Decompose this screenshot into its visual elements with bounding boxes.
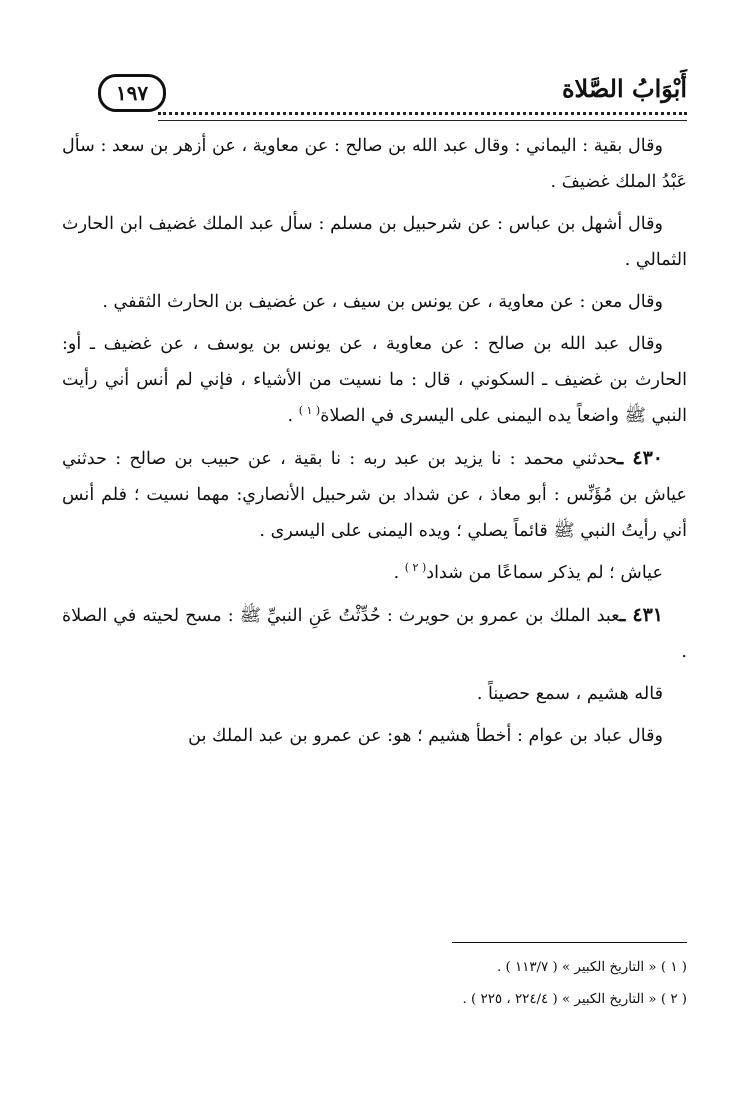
footnotes xyxy=(62,952,687,1016)
hadith-number: ٤٣٠ ـ xyxy=(617,447,664,469)
paragraph: وقال معن : عن معاوية ، عن يونس بن سيف ، عن غضيف بن الحارث الثقفي . xyxy=(102,292,663,312)
paragraph xyxy=(62,555,687,591)
paragraph xyxy=(62,326,687,434)
footnote-divider xyxy=(452,942,687,943)
paragraph: وقال بقية : اليماني : وقال عبد الله بن صالح : عن معاوية ، عن أزهر بن سعد : سأل عَبْدُ الملك غضيفَ . xyxy=(62,136,687,192)
footnote: ( ١ ) « التاريخ الكبير » ( ١١٣/٧ ) . xyxy=(496,960,687,975)
paragraph-end: . xyxy=(393,563,405,583)
paragraph-text: عياش ؛ لم يذكر سماعًا من شداد xyxy=(426,563,663,583)
paragraph-text: حدثني محمد : نا يزيد بن عبد ربه : نا بقية ، عن حبيب بن صالح : حدثني عياش بن مُؤَنِّس : أبو معاذ ، عن شداد بن شرحبيل الأنصاري: مهما نسيت ؛ فلم أنس أني رأيتُ النبي ﷺ قائماً يصلي ؛ ويده اليمنى على اليسرى . xyxy=(62,449,687,541)
page-number-badge: ١٩٧ xyxy=(98,74,166,112)
hadith-paragraph xyxy=(62,440,687,549)
footnote: ( ٢ ) « التاريخ الكبير » ( ٢٢٤/٤ ، ٢٢٥ ) . xyxy=(462,992,687,1007)
paragraph-end: . xyxy=(287,406,299,426)
running-title: أَبْوَابُ الصَّلاة xyxy=(561,74,687,103)
hadith-number: ٤٣١ ـ xyxy=(619,604,663,626)
paragraph: قاله هشيم ، سمع حصيناً . xyxy=(476,684,663,704)
header-divider xyxy=(158,112,687,121)
main-text xyxy=(62,128,687,760)
page-header xyxy=(96,72,687,122)
hadith-paragraph xyxy=(62,597,687,670)
paragraph: وقال عباد بن عوام : أخطأ هشيم ؛ هو: عن عمرو بن عبد الملك بن xyxy=(188,726,663,746)
paragraph-text: وقال عبد الله بن صالح : عن معاوية ، عن يونس بن يوسف ، عن غضيف ـ أو: الحارث بن غضيف ـ السكوني ، قال : ما نسيت من الأشياء ، فإني لم أنس أني رأيت النبي ﷺ واضعاً يده اليمنى على اليسرى في الصلاة xyxy=(62,334,687,426)
paragraph-text: عبد الملك بن عمرو بن حويرث : حُدِّثْتُ عَنِ النبيِّ ﷺ : مسح لحيته في الصلاة . xyxy=(62,606,687,662)
footnote-marker: ( ٢ ) xyxy=(404,561,427,575)
paragraph: وقال أشهل بن عباس : عن شرحبيل بن مسلم : سأل عبد الملك غضيف ابن الحارث الثمالي . xyxy=(62,214,687,270)
footnote-marker: ( ١ ) xyxy=(298,404,321,418)
